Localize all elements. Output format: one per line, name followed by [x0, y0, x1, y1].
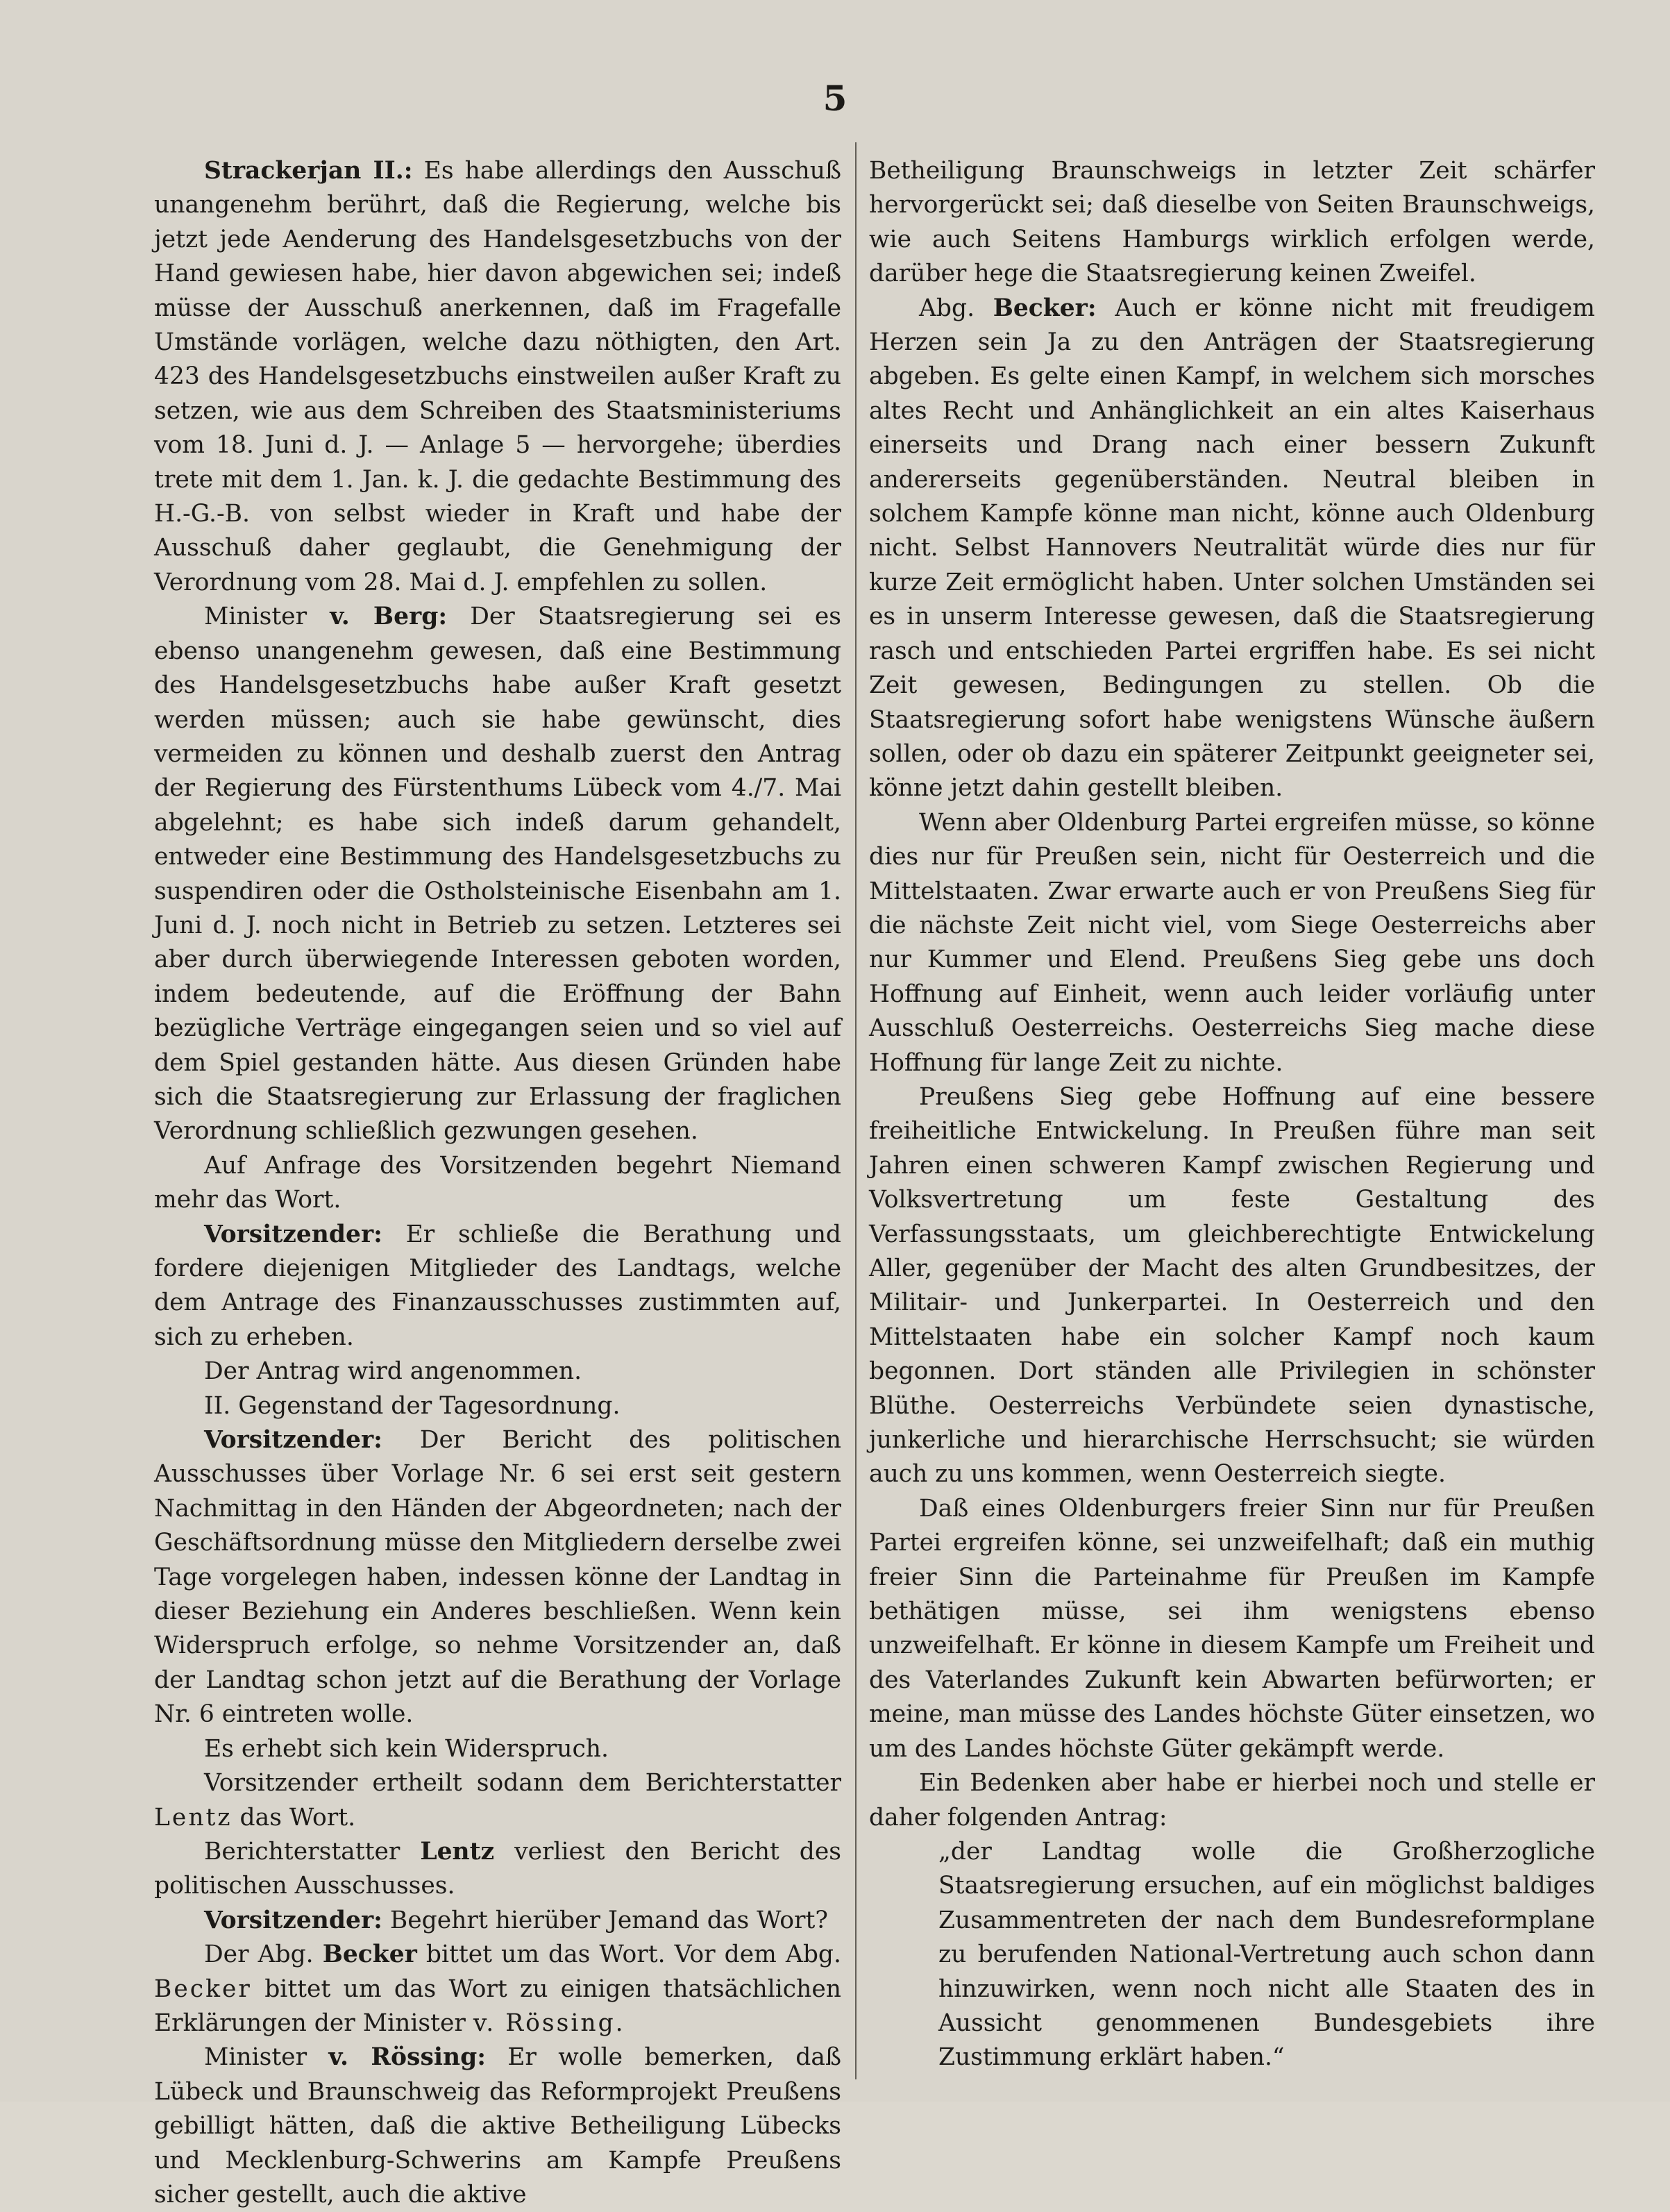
person-name: Lentz [420, 1837, 495, 1866]
paragraph-minister-roessing [154, 2041, 841, 2212]
paragraph-text: Es habe allerdings den Ausschuß unangenehm berührt, daß die Regierung, welche bis jetzt jede Aenderung des Handelsgesetzbuchs von der Hand gewiesen habe, hier davon abgewichen sei; indeß müsse der Ausschuß anerkennen, daß im Fragefalle Umstände vorlägen, welche dazu nöthigten, den Art. 423 des Handelsgesetzbuchs einstweilen außer Kraft zu setzen, wie aus dem Schreiben des Staatsministeriums vom 18. Juni d. J. — Anlage 5 — hervorgehe; überdies trete mit dem 1. Jan. k. J. die gedachte Bestimmung des H.-G.-B. von selbst wieder in Kraft und habe der Ausschuß daher geglaubt, die Genehmigung der Verordnung vom 28. Mai d. J. empfehlen zu sollen. [154, 157, 842, 596]
paragraph-text: Begehrt hierüber Jemand das Wort? [382, 1906, 828, 1934]
speaker-prefix: Minister [204, 2043, 329, 2072]
right-column [869, 154, 1595, 2074]
speaker-name: Vorsitzender: [204, 1906, 382, 1934]
person-name: v. Rössing [473, 2009, 616, 2037]
paragraph-vorsitzender-2 [154, 1423, 841, 1732]
person-name: Becker [154, 1975, 252, 2003]
paragraph-vorsitzender-1 [154, 1218, 841, 1355]
paragraph-oldenburger-sinn: Daß eines Oldenburgers freier Sinn nur für Preußen Partei ergreifen könne, sei unzweifelhaft; daß ein muthig freier Sinn die Parteinahme für Preußen im Kampfe bethätigen müsse, sei ihm wenigstens ebenso unzweifelhaft. Er könne in diesem Kampfe um Freiheit und des Vaterlandes Zukunft kein Abwarten befürworten; er meine, man müsse des Landes höchste Güter einsetzen, wo um des Landes höchste Güter gekämpft werde. [869, 1494, 1595, 1763]
speaker-name: Becker: [993, 294, 1097, 322]
speaker-prefix: Minister [204, 603, 330, 631]
paragraph-minister-berg [154, 600, 841, 1149]
paragraph-strackerjan [154, 154, 841, 600]
agenda-heading: II. Gegenstand der Tagesordnung. [204, 1391, 621, 1420]
paragraph-text: Berichterstatter [204, 1837, 421, 1866]
paragraph-kein-widerspruch: Es erhebt sich kein Widerspruch. [204, 1734, 609, 1763]
left-column [154, 154, 842, 2209]
paragraph-continuation: Betheiligung Braunschweigs in letzter Zeit schärfer hervorgerückt sei; daß dieselbe von Seiten Braunschweigs, wie auch Seitens Hamburgs wirklich erfolgen werde, darüber hege die Staatsregierung keinen Zweifel. [869, 157, 1595, 288]
paragraph-wort-lentz [154, 1766, 841, 1835]
paragraph-becker-wort [154, 1938, 841, 2041]
speaker-prefix: Abg. [919, 294, 993, 322]
paragraph-text: Er schließe die Berathung und fordere diejenigen Mitglieder des Landtags, welche dem Antrage des Finanzausschusses zustimmten auf, sich zu erheben. [154, 1220, 841, 1351]
paragraph-bericht-lentz [154, 1835, 841, 1904]
paragraph-preussens-sieg: Preußens Sieg gebe Hoffnung auf eine bessere freiheitliche Entwickelung. In Preußen führe man seit Jahren einen schweren Kampf zwischen Regierung und Volksvertretung um feste Gestaltung des Verfassungsstaats, um gleichberechtigte Entwickelung Aller, gegenüber der Macht des alten Grundbesitzes, der Militair- und Junkerpartei. In Oesterreich und den Mittelstaaten habe ein solcher Kampf noch kaum begonnen. Dort ständen alle Privilegien in schönster Blüthe. Oesterreichs Verbündete seien dynastische, junkerliche und hierarchische Herrschsucht; sie würden auch zu uns kommen, wenn Oesterreich siegte. [869, 1082, 1595, 1489]
paragraph-text: Der Abg. [204, 1941, 323, 1969]
paragraph-text: das Wort. [232, 1803, 356, 1832]
paragraph-vorsitzender-3 [154, 1904, 841, 1938]
page-number: 5 [823, 78, 847, 119]
paragraph-text: Auch er könne nicht mit freudigem Herzen sein Ja zu den Anträgen der Staatsregierung abgeben. Es gelte einen Kampf, in welchem sich morsches altes Recht und Anhänglichkeit an ein altes Kaiserhaus einerseits und Drang nach einer bessern Zukunft andererseits gegenüberständen. Neutral bleiben in solchem Kampfe könne man nicht, könne auch Oldenburg nicht. Selbst Hannovers Neutralität würde dies nur für kurze Zeit ermöglicht haben. Unter solchen Umständen sei es in unserm Interesse gewesen, daß die Staatsregierung rasch und entschieden Partei ergriffen habe. Es sei nicht Zeit gewesen, Bedingungen zu stellen. Ob die Staatsregierung sofort habe wenigstens Wünsche äußern sollen, oder ob dazu ein späterer Zeitpunkt geeigneter sei, könne jetzt dahin gestellt bleiben. [869, 294, 1595, 803]
person-name: Becker [322, 1941, 417, 1969]
column-divider [855, 142, 857, 2079]
paragraph-text: bittet um das Wort. Vor dem Abg. [416, 1941, 841, 1969]
paragraph-text: Der Staatsregierung sei es ebenso unangenehm gewesen, daß eine Bestimmung des Handelsgesetzbuchs habe außer Kraft gesetzt werden müssen; auch sie habe gewünscht, dies vermeiden zu können und deshalb zuerst den Antrag der Regierung des Fürstenthums Lübeck vom 4./7. Mai abgelehnt; es habe sich indeß darum gehandelt, entweder eine Bestimmung des Handelsgesetzbuchs zu suspendiren oder die Ostholsteinische Eisenbahn am 1. Juni d. J. noch nicht in Betrieb zu setzen. Letzteres sei aber durch überwiegende Interessen geboten worden, indem bedeutende, auf die Eröffnung der Bahn bezügliche Verträge eingegangen seien und so viel auf dem Spiel gestanden hätte. Aus diesen Gründen habe sich die Staatsregierung zur Erlassung der fraglichen Verordnung schließlich gezwungen gesehen. [154, 603, 842, 1146]
speaker-name: v. Rössing: [328, 2043, 486, 2072]
person-name: Lentz [154, 1803, 233, 1832]
paragraph-text: Der Bericht des politischen Ausschusses über Vorlage Nr. 6 sei erst seit gestern Nachmittag in den Händen der Abgeordneten; nach der Geschäftsordnung müsse den Mitgliedern derselbe zwei Tage vorgelegen haben, indessen könne der Landtag in dieser Beziehung ein Anderes beschließen. Wenn kein Widerspruch erfolge, so nehme Vorsitzender an, daß der Landtag schon jetzt auf die Berathung der Vorlage Nr. 6 eintreten wolle. [154, 1426, 841, 1729]
paragraph-text: verliest den Bericht des politischen Ausschusses. [154, 1837, 841, 1900]
paragraph-oldenburg-partei: Wenn aber Oldenburg Partei ergreifen müsse, so könne dies nur für Preußen sein, nicht für Oesterreich und die Mittelstaaten. Zwar erwarte auch er von Preußens Sieg für die nächste Zeit nicht viel, vom Siege Oesterreichs aber nur Kummer und Elend. Preußens Sieg gebe uns doch Hoffnung auf Einheit, wenn auch leider vorläufig unter Ausschluß Oesterreichs. Oesterreichs Sieg mache diese Hoffnung für lange Zeit zu nichte. [869, 808, 1595, 1077]
paragraph-text: bittet um das Wort zu einigen thatsächlichen Erklärungen der Minister [154, 1975, 841, 2037]
motion-quote: „der Landtag wolle die Großherzogliche Staatsregierung ersuchen, auf ein möglichst baldiges Zusammentreten der nach dem Bundesreformplane zu berufenden National-Vertretung auch schon dann hinzuwirken, wenn noch nicht alle Staaten des in Aussicht genommenen Bundesgebiets ihre Zustimmung erklärt haben.“ [938, 1837, 1595, 2072]
paragraph-niemand: Auf Anfrage des Vorsitzenden begehrt Niemand mehr das Wort. [154, 1151, 841, 1214]
speaker-name: v. Berg: [330, 603, 448, 631]
paragraph-bedenken: Ein Bedenken aber habe er hierbei noch und stelle er daher folgenden Antrag: [869, 1769, 1595, 1832]
speaker-name: Strackerjan II.: [204, 157, 413, 185]
paragraph-text: . [615, 2009, 623, 2037]
paragraph-text: Er wolle bemerken, daß Lübeck und Braunschweig das Reformprojekt Preußens gebilligt hätten, daß die aktive Betheiligung Lübecks und Mecklenburg-Schwerins am Kampfe Preußens sicher gestellt, auch die aktive [154, 2043, 841, 2209]
speaker-name: Vorsitzender: [204, 1426, 382, 1455]
paragraph-antrag-angenommen: Der Antrag wird angenommen. [204, 1357, 582, 1386]
paragraph-text: Vorsitzender ertheilt sodann dem Berichterstatter [204, 1769, 841, 1798]
paragraph-abg-becker [869, 292, 1595, 806]
speaker-name: Vorsitzender: [204, 1220, 382, 1248]
